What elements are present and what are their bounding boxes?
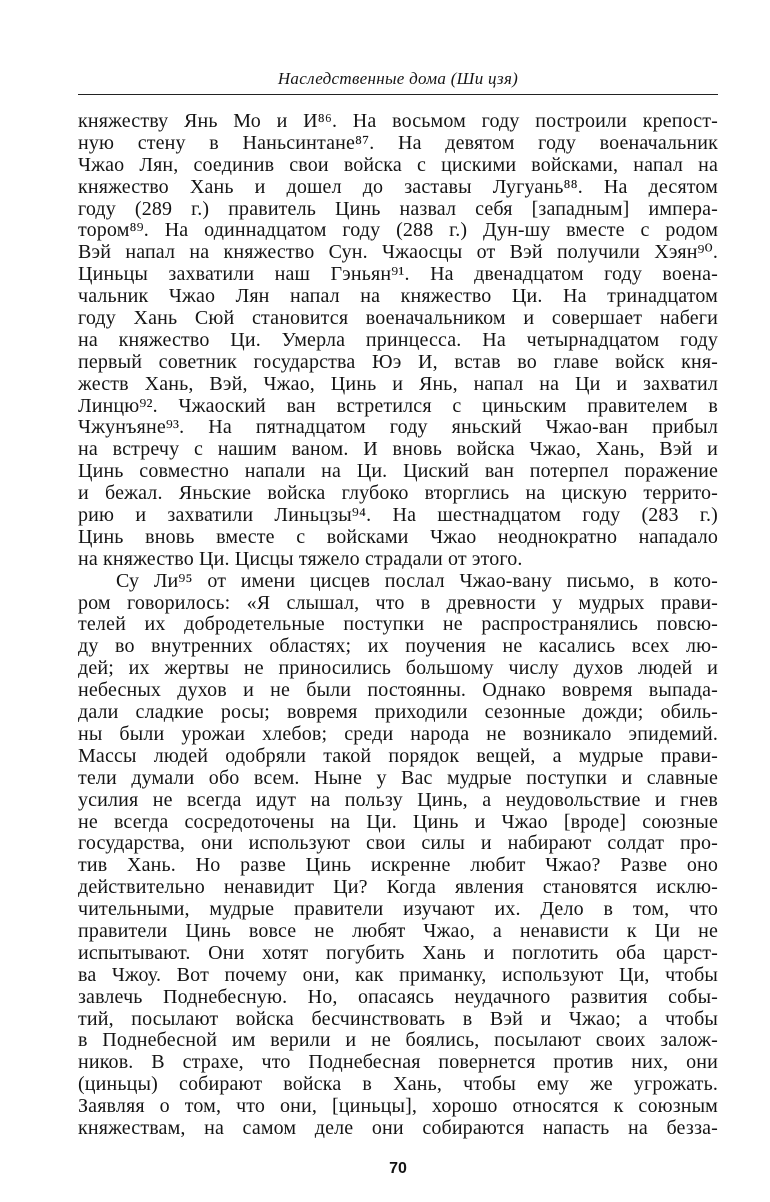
text-line: государства, они используют свои силы и набирают солдат про- (78, 832, 718, 855)
text-line: ду во внутренних областях; их поучения не касались всех лю- (78, 635, 718, 658)
text-line: в Поднебесной им верили и не боялись, посылают своих залож- (78, 1029, 718, 1052)
page-number: 70 (389, 1160, 407, 1177)
text-line: дей; их жертвы не приносились большому числу духов людей и (78, 657, 718, 680)
running-head: Наследственные дома (Ши цзя) (277, 69, 519, 88)
paragraph (78, 571, 718, 1140)
text-line: Линцю⁹². Чжаоский ван встретился с циньским правителем в (78, 394, 718, 417)
text-line: на княжество Ци. Умерла принцесса. На четырнадцатом году (78, 328, 718, 351)
text-line: жеств Хань, Вэй, Чжао, Цинь и Янь, напал на Ци и захватил (78, 372, 718, 395)
text-line: испытывают. Они хотят погубить Хань и поглотить оба царст- (78, 941, 718, 964)
text-line: Вэй напал на княжество Сун. Чжаосцы от Вэй получили Хэян⁹⁰. (78, 241, 718, 264)
text-line: тором⁸⁹. На одиннадцатом году (288 г.) Дун-шу вместе с родом (78, 219, 718, 242)
text-line: княжествам, на самом деле они собираются напасть на безза- (78, 1116, 718, 1139)
text-line: ны были урожаи хлебов; среди народа не возникало эпидемий. (78, 722, 718, 745)
text-line: Заявляя о том, что они, [циньцы], хорошо относятся к союзным (78, 1095, 718, 1118)
header-rule (78, 94, 718, 95)
text-line: году (289 г.) правитель Цинь назвал себя [западным] импера- (78, 197, 718, 220)
text-line: Цинь вновь вместе с войсками Чжао неоднократно нападало (78, 525, 718, 548)
text-line: и бежал. Яньские войска глубоко вторглись на цискую террито- (78, 482, 718, 505)
text-line: княжество Хань и дошел до заставы Лугуань⁸⁸. На десятом (78, 175, 718, 198)
text-line: тив Хань. Но разве Цинь искренне любит Чжао? Разве оно (78, 854, 718, 877)
text-line: тели думали обо всем. Ныне у Вас мудрые поступки и славные (78, 766, 718, 789)
text-line: Циньцы захватили наш Гэньян⁹¹. На двенадцатом году воена- (78, 263, 718, 286)
text-line: ников. В страхе, что Поднебесная повернется против них, они (78, 1051, 718, 1074)
paragraph (78, 111, 718, 571)
text-line: году Хань Сюй становится военачальником и совершает набеги (78, 307, 718, 330)
text-line: Цинь совместно напали на Ци. Циский ван потерпел поражение (78, 460, 718, 483)
text-line: Чжунъяне⁹³. На пятнадцатом году яньский Чжао-ван прибыл (78, 416, 718, 439)
text-line: завлечь Поднебесную. Но, опасаясь неудачного развития собы- (78, 985, 718, 1008)
text-line: рию и захватили Линьцзы⁹⁴. На шестнадцатом году (283 г.) (78, 504, 718, 527)
text-line: Массы людей одобряли такой порядок вещей, а мудрые прави- (78, 744, 718, 767)
text-line: Чжао Лян, соединив свои войска с цискими войсками, напал на (78, 153, 718, 176)
text-line: не всегда сосредоточены на Ци. Цинь и Чжао [вроде] союзные (78, 810, 718, 833)
body-text (78, 111, 718, 1140)
text-line: княжеству Янь Мо и И⁸⁶. На восьмом году построили крепост- (78, 110, 718, 132)
text-line: дали сладкие росы; вовремя приходили сезонные дожди; обиль- (78, 701, 718, 724)
text-line: правители Цинь вовсе не любят Чжао, а ненависти к Ци не (78, 919, 718, 942)
text-line: ную стену в Наньсинтане⁸⁷. На девятом году военачальник (78, 131, 718, 154)
text-line: телей их добродетельные поступки не распространялись повсю- (78, 613, 718, 636)
text-line: ва Чжоу. Вот почему они, как приманку, используют Ци, чтобы (78, 963, 718, 986)
text-line: первый советник государства Юэ И, встав во главе войск кня- (78, 350, 718, 373)
text-line: на княжество Ци. Цисцы тяжело страдали от этого. (78, 547, 523, 570)
text-line: (циньцы) собирают войска в Хань, чтобы ему же угрожать. (78, 1073, 718, 1096)
text-line: чальник Чжао Лян напал на княжество Ци. На тринадцатом (78, 285, 718, 308)
text-line: ром говорилось: «Я слышал, что в древности у мудрых прави- (78, 591, 718, 614)
text-line: действительно ненавидит Ци? Когда явления становятся исклю- (78, 876, 718, 899)
text-line: Су Ли⁹⁵ от имени цисцев послал Чжао-вану письмо, в кото- (116, 569, 718, 592)
text-line: усилия не всегда идут на пользу Цинь, а неудовольствие и гнев (78, 788, 718, 811)
text-line: на встречу с нашим ваном. И вновь войска Чжао, Хань, Вэй и (78, 438, 718, 461)
text-line: чительными, мудрые правители изучают их. Дело в том, что (78, 898, 718, 921)
text-line: небесных духов и не были постоянны. Однако вовремя выпада- (78, 679, 718, 702)
text-line: тий, посылают войска бесчинствовать в Вэй и Чжао; а чтобы (78, 1007, 718, 1030)
